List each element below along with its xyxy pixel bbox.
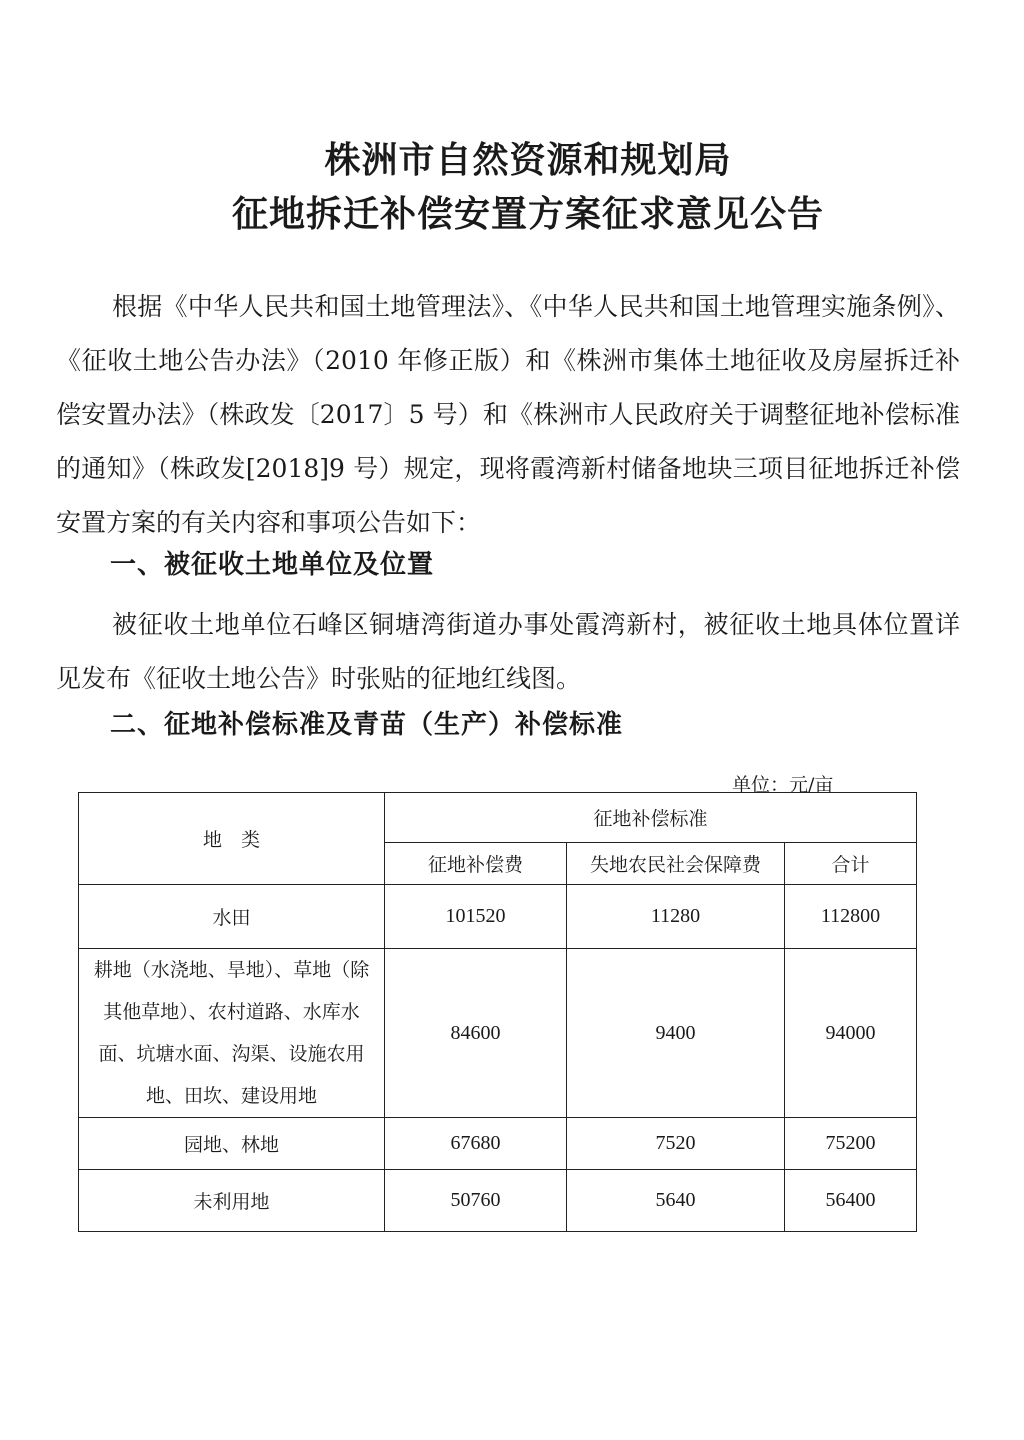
section1-heading: 一、被征收土地单位及位置 bbox=[110, 550, 435, 580]
header-land-type: 地 类 bbox=[79, 793, 385, 885]
cell-land-type: 耕地（水浇地、旱地）、草地（除其他草地）、农村道路、水库水面、坑塘水面、沟渠、设施农用地、田坎、建设用地 bbox=[79, 949, 385, 1118]
table-header-row bbox=[79, 793, 917, 843]
header-group: 征地补偿标准 bbox=[385, 793, 917, 843]
table-unit-label: 单位：元/亩 bbox=[732, 774, 834, 796]
cell-land-type: 未利用地 bbox=[79, 1170, 385, 1232]
table-row bbox=[79, 949, 917, 1118]
document-title-line2: 征地拆迁补偿安置方案征求意见公告 bbox=[231, 194, 824, 235]
section2-heading: 二、征地补偿标准及青苗（生产）补偿标准 bbox=[110, 710, 624, 740]
intro-paragraph: 根据《中华人民共和国土地管理法》、《中华人民共和国土地管理实施条例》、《征收土地公告办法》（2010 年修正版）和《株洲市集体土地征收及房屋拆迁补偿安置办法》（株政发〔2017〕5 号）和《株洲市人民政府关于调整征地补偿标准的通知》（株政发[2018]9 号）规定，现将霞湾新村储备地块三项目征地拆迁补偿安置方案的有关内容和事项公告如下： bbox=[56, 292, 960, 537]
cell-total: 75200 bbox=[785, 1118, 917, 1170]
cell-security: 11280 bbox=[567, 885, 785, 949]
cell-security: 9400 bbox=[567, 949, 785, 1118]
cell-fee: 84600 bbox=[385, 949, 567, 1118]
header-total: 合计 bbox=[785, 843, 917, 885]
cell-security: 5640 bbox=[567, 1170, 785, 1232]
cell-land-type: 园地、林地 bbox=[79, 1118, 385, 1170]
cell-land-type: 水田 bbox=[79, 885, 385, 949]
table-row bbox=[79, 1170, 917, 1232]
cell-security: 7520 bbox=[567, 1118, 785, 1170]
cell-total: 94000 bbox=[785, 949, 917, 1118]
cell-total: 112800 bbox=[785, 885, 917, 949]
section1-body: 被征收土地单位石峰区铜塘湾街道办事处霞湾新村，被征收土地具体位置详见发布《征收土地公告》时张贴的征地红线图。 bbox=[56, 610, 960, 693]
cell-fee: 50760 bbox=[385, 1170, 567, 1232]
table-row bbox=[79, 885, 917, 949]
header-fee: 征地补偿费 bbox=[385, 843, 567, 885]
compensation-table bbox=[78, 792, 917, 1232]
document-title-line1: 株洲市自然资源和规划局 bbox=[324, 140, 732, 181]
cell-fee: 101520 bbox=[385, 885, 567, 949]
table-row bbox=[79, 1118, 917, 1170]
cell-fee: 67680 bbox=[385, 1118, 567, 1170]
cell-total: 56400 bbox=[785, 1170, 917, 1232]
header-security: 失地农民社会保障费 bbox=[567, 843, 785, 885]
